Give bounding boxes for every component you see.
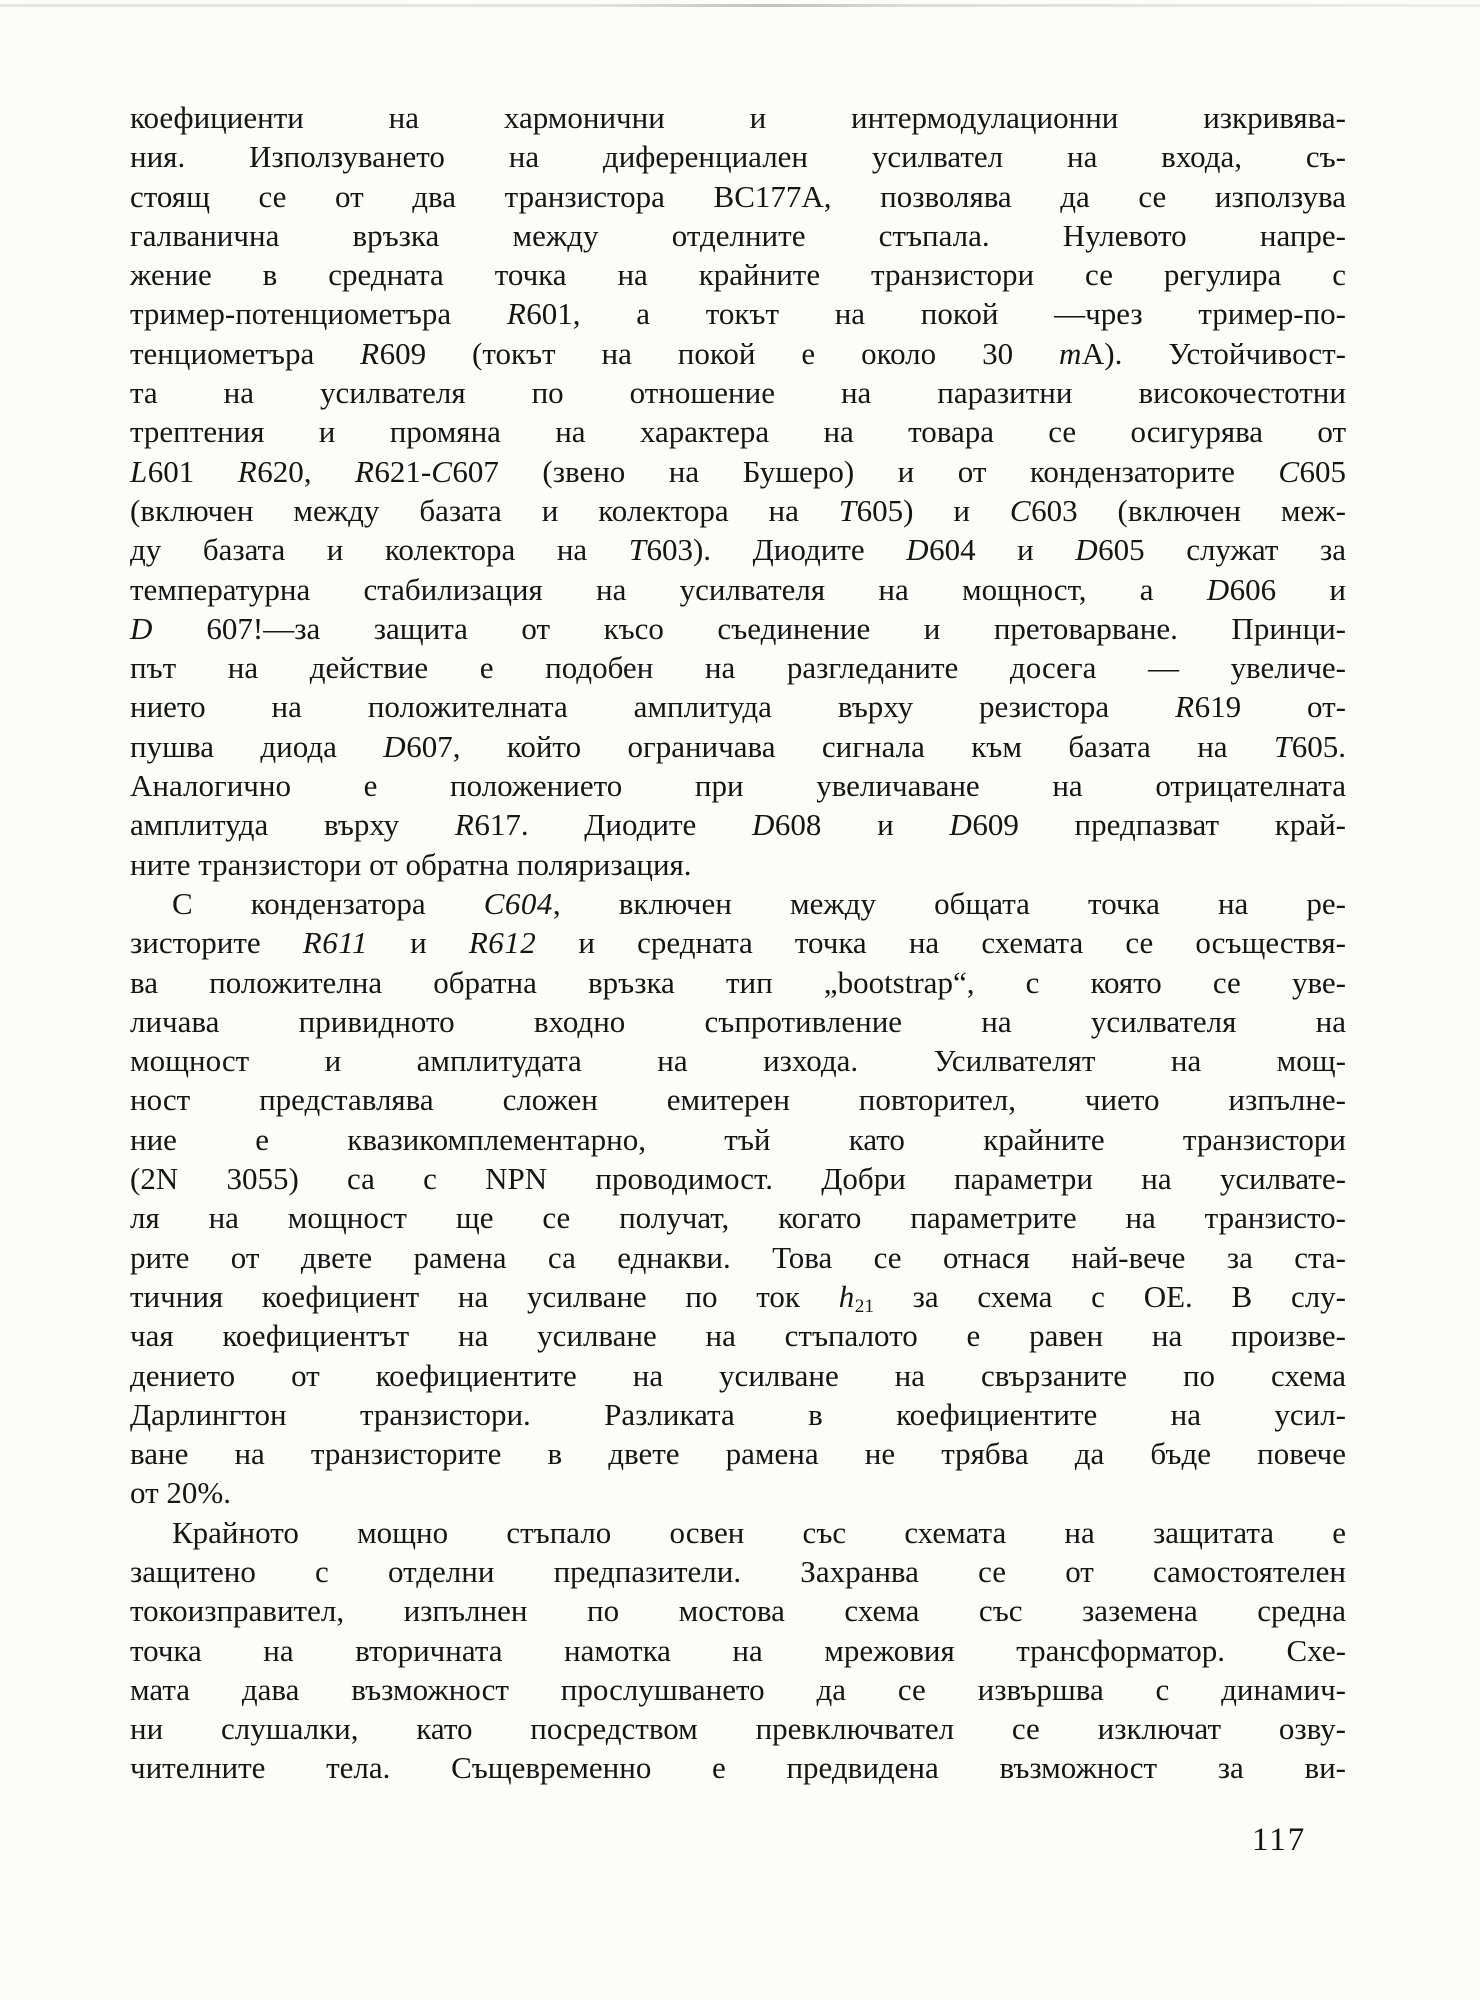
text-line: температурна стабилизация на усилвателя на мощност, а D606 и xyxy=(130,571,1346,607)
text-line: чая коефициентът на усилване на стъпалото е равен на произве- xyxy=(130,1318,1346,1354)
text-line: ни слушалки, като посредством превключвател се изключат озву- xyxy=(130,1711,1346,1747)
text-line: нието на положителната амплитуда върху резистора R619 от- xyxy=(130,689,1346,725)
text-line: тример-потенциометъра R601, а токът на покой —чрез тример-по- xyxy=(130,296,1346,332)
text-line: ние е квазикомплементарно, тъй като крайните транзистори xyxy=(130,1121,1346,1157)
text-line: от 20%. xyxy=(130,1475,231,1511)
text-line: дението от коефициентите на усилване на свързаните по схема xyxy=(130,1357,1346,1393)
text-line: ност представлява сложен емитерен повторител, чието изпълне- xyxy=(130,1082,1346,1118)
text-line: чителните тела. Същевременно е предвидена възможност за ви- xyxy=(130,1750,1346,1786)
page-number: 117 xyxy=(1252,1822,1307,1858)
text-line: път на действие е подобен на разгледаните досега — увеличе- xyxy=(130,650,1346,686)
text-line: зисторите R611 и R612 и средната точка на схемата се осъществя- xyxy=(130,925,1346,961)
text-line: пушва диода D607, който ограничава сигнала към базата на T605. xyxy=(130,728,1346,764)
body-text-block xyxy=(130,98,1346,1788)
text-line: галванична връзка между отделните стъпала. Нулевото напре- xyxy=(130,217,1346,253)
text-line: (включен между базата и колектора на T605) и C603 (включен меж- xyxy=(130,492,1346,528)
text-line: D 607!—за защита от късо съединение и претоварване. Принци- xyxy=(130,610,1346,646)
text-line: трептения и промяна на характера на товара се осигурява от xyxy=(130,414,1346,450)
text-line: мата дава възможност прослушването да се извършва с динамич- xyxy=(130,1671,1346,1707)
text-line: та на усилвателя по отношение на паразитни високочестотни xyxy=(130,375,1346,411)
text-line: ду базата и колектора на T603). Диодите D604 и D605 служат за xyxy=(130,532,1346,568)
text-line: Дарлингтон транзистори. Разликата в коефициентите на усил- xyxy=(130,1396,1346,1432)
text-line: ване на транзисторите в двете рамена не трябва да бъде повече xyxy=(130,1436,1346,1472)
text-line: стоящ се от два транзистора BC177A, позволява да се използува xyxy=(130,178,1346,214)
text-line: личава привидното входно съпротивление на усилвателя на xyxy=(130,1003,1346,1039)
text-line: (2N 3055) са с NPN проводимост. Добри параметри на усилвате- xyxy=(130,1161,1346,1197)
scan-edge-artifact xyxy=(0,4,1480,7)
text-line: точка на вторичната намотка на мрежовия трансформатор. Схе- xyxy=(130,1632,1346,1668)
text-line: Крайното мощно стъпало освен със схемата на защитата е xyxy=(172,1514,1346,1550)
text-line: ните транзистори от обратна поляризация. xyxy=(130,846,692,882)
text-line: мощност и амплитудата на изхода. Усилвателят на мощ- xyxy=(130,1043,1346,1079)
text-line: ва положителна обратна връзка тип „bootstrap“, с която се уве- xyxy=(130,964,1346,1000)
text-line: тенциометъра R609 (токът на покой е около 30 mA). Устойчивост- xyxy=(130,335,1346,371)
text-line: С кондензатора C604, включен между общата точка на ре- xyxy=(172,885,1346,921)
text-line: защитено с отделни предпазители. Захранва се от самостоятелен xyxy=(130,1553,1346,1589)
text-line: L601 R620, R621-C607 (звено на Бушеро) и от кондензаторите C605 xyxy=(130,453,1347,489)
text-line: токоизправител, изпълнен по мостова схема със заземена средна xyxy=(130,1593,1346,1629)
text-line: ния. Използуването на диференциален усилвател на входа, съ- xyxy=(130,139,1346,175)
text-line: рите от двете рамена са еднакви. Това се отнася най-вече за ста- xyxy=(130,1239,1346,1275)
text-line: Аналогично е положението при увеличаване на отрицателната xyxy=(130,768,1346,804)
text-line: коефициенти на хармонични и интермодулационни изкривява- xyxy=(130,100,1346,135)
text-line: амплитуда върху R617. Диодите D608 и D609 предпазват край- xyxy=(130,807,1347,843)
text-line: жение в средната точка на крайните транзистори се регулира с xyxy=(130,257,1346,293)
text-line: ля на мощност ще се получат, когато параметрите на транзисто- xyxy=(130,1200,1346,1236)
text-line: тичния коефициент на усилване по ток $h_{21}$ за схема с ОЕ. В слу- xyxy=(130,1278,1346,1317)
